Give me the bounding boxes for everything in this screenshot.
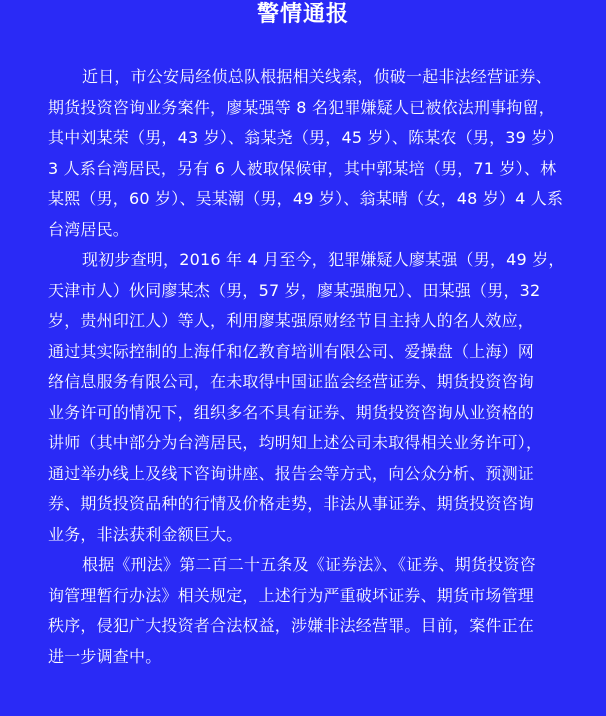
paragraph-line: 进一步调查中。: [48, 646, 162, 666]
paragraph-line: 络信息服务有限公司，在未取得中国证监会经营证券、期货投资咨询: [48, 372, 535, 391]
paragraph-2: [48, 245, 588, 550]
paragraph-line: 询管理暂行办法》相关规定，上述行为严重破坏证券、期货市场管理: [48, 585, 535, 605]
paragraph-line: 讲师（其中部分为台湾居民，均明知上述公司未取得相关业务许可），: [48, 433, 543, 452]
paragraph-line: 业务许可的情况下，组织多名不具有证券、期货投资咨询从业资格的: [48, 402, 535, 422]
paragraph-1: [48, 62, 588, 245]
paragraph-line: 某熙（男，60 岁）、吴某潮（男，49 岁）、翁某晴（女，48 岁）4 人系: [48, 189, 564, 208]
paragraph-line: 天津市人）伙同廖某杰（男，57 岁，廖某强胞兄）、田某强（男，32: [48, 280, 541, 300]
notice-body: [48, 62, 588, 672]
paragraph-line: 根据《刑法》第二百二十五条及《证券法》、《证券、期货投资咨: [82, 555, 536, 574]
paragraph-line: 秩序，侵犯广大投资者合法权益，涉嫌非法经营罪。目前，案件正在: [48, 616, 535, 635]
paragraph-line: 通过其实际控制的上海仟和亿教育培训有限公司、爱操盘（上海）网: [48, 341, 535, 361]
paragraph-line: 近日，市公安局经侦总队根据相关线索，侦破一起非法经营证券、: [82, 67, 552, 86]
paragraph-line: 台湾居民。: [48, 219, 130, 239]
paragraph-line: 期货投资咨询业务案件，廖某强等 8 名犯罪嫌疑人已被依法刑事拘留，: [48, 97, 555, 117]
paragraph-line: 3 人系台湾居民，另有 6 人被取保候审，其中郭某培（男，71 岁）、林: [48, 158, 557, 178]
paragraph-line: 现初步查明，2016 年 4 月至今，犯罪嫌疑人廖某强（男，49 岁，: [82, 250, 565, 269]
paragraph-line: 岁，贵州印江人）等人，利用廖某强原财经节目主持人的名人效应，: [48, 311, 535, 330]
notice-title: 警情通报: [256, 2, 349, 27]
paragraph-line: 券、期货投资品种的行情及价格走势，非法从事证券、期货投资咨询: [48, 494, 535, 513]
paragraph-line: 通过举办线上及线下咨询讲座、报告会等方式，向公众分析、预测证: [48, 463, 535, 483]
paragraph-3: [48, 550, 588, 672]
paragraph-line: 其中刘某荣（男，43 岁）、翁某尧（男，45 岁）、陈某农（男，39 岁）: [48, 128, 564, 147]
paragraph-line: 业务，非法获利金额巨大。: [48, 524, 243, 544]
